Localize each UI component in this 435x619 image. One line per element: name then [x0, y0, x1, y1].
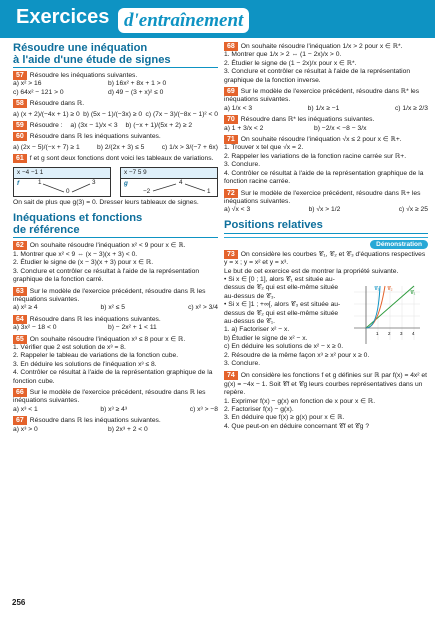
exercise-62: 62 On souhaite résoudre l'inéquation x² < 9 pour x ∈ ℝ. 1. Montrer que x² < 9 ⇔ (x − 3)(x + 3) < 0. 2. Étudier le signe de (x − 3)(x + 3) pour x ∈ ℝ. 3. Conclure et contrôler ce résultat à l'aide de la représentation graphique de la fonction carré.: [13, 242, 200, 284]
demonstration-badge: Démonstration: [370, 240, 428, 249]
tick-label: 1: [376, 330, 379, 336]
page-number: 256: [12, 598, 26, 607]
exercise-65: 65 On souhaite résoudre l'inéquation x³ ≤ 8 pour x ∈ ℝ. 1. Vérifier que 2 est solution de x³ = 8. 2. Rappeler le tableau de variations de la fonction cube. 3. En déduire les solutions de l'inéquation x³ ≤ 8. 4. Contrôler ce résultat à l'aide de la représentation graphique de la fonction cube.: [13, 335, 213, 385]
curve-label-c2: 𝒞₂: [387, 285, 393, 292]
variation-table-g: x −7 5 9 g 4 −2 1: [120, 167, 218, 197]
exercise-68: 68 On souhaite résoudre l'inéquation 1/x > 2 pour x ∈ ℝ*. 1. Montrer que 1/x > 2 ⇔ (1 − 2x)/x > 0. 2. Étudier le signe de (1 − 2x)/x pour x ∈ ℝ*. 3. Conclure et contrôler ce résultat à l'aide de la représentation graphique de la fonction inverse.: [224, 43, 411, 84]
exercise-69: 69 Sur le modèle de l'exercice précédent, résoudre dans ℝ* les inéquations suivantes. a) 1/x < 3 b) 1/x ≥ −1 c) 1/x ≥ 2/3: [224, 88, 428, 112]
banner-title: Exercices: [16, 6, 110, 28]
section-heading: Inéquations et fonctions de référence: [13, 212, 218, 238]
variation-arrows: [121, 179, 217, 197]
exercise-59: 59 Résoudre : a) (3x − 1)/x < 3 b) (−x + 1)/(5x + 2) ≥ 2: [13, 121, 218, 130]
curve-label-c1: 𝒞₁: [410, 289, 416, 296]
tick-label: 4: [412, 330, 415, 336]
exercise-58: 58 Résoudre dans ℝ. a) (x + 2)/(−4x + 1) ≥ 0 b) (5x − 1)/(−3x) ≥ 0 c) (7x − 3)/(−8x − 1)² < 0: [13, 100, 218, 118]
exercise-67: 67 Résoudre dans ℝ les inéquations suivantes. a) x³ > 0 b) 2x³ + 2 < 0: [13, 417, 161, 433]
section-heading: Résoudre une inéquation à l'aide d'une étude de signes: [13, 42, 218, 68]
curve-label-c3: 𝒞₃: [374, 285, 380, 292]
exercise-57: 57 Résoudre les inéquations suivantes. a) x² > 16 b) 16x² + 8x + 1 > 0 c) 64x² − 121 > 0 d) 49 − (3 + x)² ≤ 0: [13, 72, 167, 96]
right-column: [224, 42, 428, 433]
exercise-72: 72 Sur le modèle de l'exercice précédent, résoudre dans ℝ+ les inéquations suivantes. a) √x < 3 b) √x > 1/2 c) √x ≥ 25: [224, 189, 428, 214]
section-heading: Positions relatives: [224, 219, 428, 234]
demonstration-box: [224, 237, 428, 369]
exercise-71: 71 On souhaite résoudre l'inéquation √x ≤ 2 pour x ∈ ℝ+. 1. Trouver x tel que √x = 2. 2. Rappeler les variations de la fonction racine carrée sur ℝ+. 3. Conclure. 4. Contrôler ce résultat à l'aide de la représentation graphique de la fonction racine carrée.: [224, 136, 424, 186]
variation-table-f: x −4 −1 1 f 1 3 0: [13, 167, 111, 197]
exercise-61: 61 f et g sont deux fonctions dont voici les tableaux de variations. x −4 −1 1 f 1 3 0 x −7 5 9 g 4 −2 1 On sait de plus que g(3) = 0. Dresser leurs tableaux de signes.: [13, 154, 218, 207]
tick-label: 2: [388, 330, 391, 336]
tick-label: 3: [400, 330, 403, 336]
exercise-70: 70 Résoudre dans ℝ* les inéquations suivantes. a) 1 + 3/x < 2 b) −2/x < −8 − 3/x: [224, 116, 375, 132]
curves-graph: [352, 282, 422, 348]
exercise-63: 63 Sur le modèle de l'exercice précédent, résoudre dans ℝ les inéquations suivantes. a) x² ≥ 4 b) x² ≤ 5 c) x² > 3/4: [13, 287, 218, 312]
exercise-74: 74 On considère les fonctions f et g définies sur ℝ par f(x) = 4x² et g(x) = −4x − 1. Soit 𝒞f et 𝒞g leurs courbes représentatives dans un repère. 1. Exprimer f(x) − g(x) en fonction de x pour x ∈ ℝ. 2. Factoriser f(x) − g(x). 3. En déduire que f(x) ≥ g(x) pour x ∈ ℝ. 4. Que peut-on en déduire concernant 𝒞f et 𝒞g ?: [224, 372, 427, 430]
exercise-60: 60 Résoudre dans ℝ les inéquations suivantes. a) (2x − 5)/(−x + 7) ≥ 1 b) 2/(2x + 3) ≤ 5 c) 1/x > 3/(−7 + 6x): [13, 133, 218, 151]
exercise-66: 66 Sur le modèle de l'exercice précédent, résoudre dans ℝ les inéquations suivantes. a) x³ < 1 b) x³ ≥ 4³ c) x³ > −8: [13, 388, 218, 413]
page-banner: [0, 0, 435, 38]
exercise-64: 64 Résoudre dans ℝ les inéquations suivantes. a) 3x² − 18 < 0 b) − 2x² + 1 < 11: [13, 315, 161, 332]
exercise-73: 73 On considère les courbes 𝒞₁, 𝒞₂ et 𝒞₃ d'équations respectives y = x ; y = x² et y = x³. Le but de cet exercice est de montrer la propriété suivante. • Si x ∈ [0 ; 1], alors 𝒞₁ est située au-dessus de 𝒞₂ qui est elle-même située au-dessus de 𝒞₃. • Si x ∈ ]1 ; +∞[, alors 𝒞₃ est située au-dessus de 𝒞₂ qui est elle-même située au-dessus de 𝒞₁. 1. a) Factoriser x² − x. b) Étudier le signe de x² − x. c) En déduire les solutions de x² − x ≥ 0. 2. Résoudre de la même façon x³ ≥ x² pour x ≥ 0. 3. Conclure. 𝒞₁ 𝒞₂ 𝒞₃ 1 2 3 4: [224, 250, 426, 367]
variation-arrows: [14, 179, 110, 197]
left-column: [13, 42, 218, 436]
banner-subtitle: d'entraînement: [118, 8, 249, 33]
